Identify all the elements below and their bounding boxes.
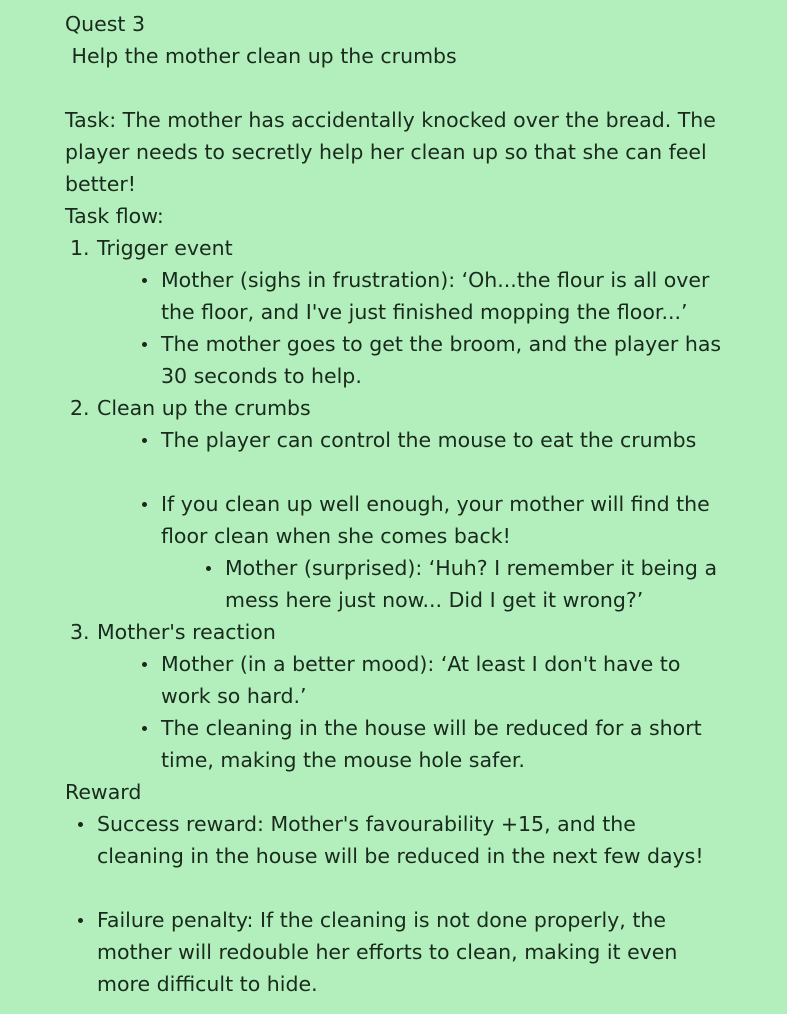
step-label: Clean up the crumbs — [97, 396, 311, 420]
success-reward: Success reward: Mother's favourability +15, and the cleaning in the house will be reduced in the next few days! — [97, 812, 704, 868]
list-item — [129, 648, 725, 712]
list-item — [65, 808, 725, 872]
list-item-text: The player can control the mouse to eat the crumbs — [161, 428, 697, 452]
list-item-text: The cleaning in the house will be reduced for a short time, making the mouse hole safer. — [161, 716, 702, 772]
sub-items — [193, 552, 725, 616]
quest-number: Quest 3 — [65, 12, 146, 36]
reward-label: Reward — [65, 780, 142, 804]
spacer — [65, 872, 725, 904]
task-description: Task: The mother has accidentally knocked over the bread. The player needs to secretly help her clean up so that she can feel better! — [65, 108, 723, 196]
task-step — [65, 232, 725, 392]
task-flow-label: Task flow: — [65, 204, 164, 228]
step-number: 2. — [70, 396, 90, 420]
list-item — [129, 328, 725, 392]
list-item-text: If you clean up well enough, your mother will find the floor clean when she comes back! — [161, 492, 710, 548]
list-item-text: Mother (in a better mood): ‘At least I don't have to work so hard.’ — [161, 652, 681, 708]
quest-title: Help the mother clean up the crumbs — [65, 44, 457, 68]
list-item-text: The mother goes to get the broom, and the player has 30 seconds to help. — [161, 332, 722, 388]
step-label: Trigger event — [97, 236, 233, 260]
list-item — [65, 904, 725, 1000]
task-step — [65, 616, 725, 776]
spacer — [65, 72, 725, 104]
task-step — [65, 392, 725, 616]
step-number: 3. — [70, 620, 90, 644]
spacer — [129, 456, 725, 488]
reward-list — [65, 808, 725, 1000]
list-item-text: Mother (sighs in frustration): ‘Oh...the flour is all over the floor, and I've just finished mopping the floor...’ — [161, 268, 710, 324]
quest-document — [65, 8, 725, 1000]
list-item — [129, 712, 725, 776]
step-items — [129, 424, 725, 616]
list-item — [129, 488, 725, 616]
failure-penalty: Failure penalty: If the cleaning is not done properly, the mother will redouble her efforts to clean, making it even more difficult to hide. — [97, 908, 678, 996]
step-number: 1. — [70, 236, 90, 260]
list-item — [129, 424, 725, 456]
step-label: Mother's reaction — [97, 620, 276, 644]
task-flow-list — [65, 232, 725, 776]
list-item-text: Mother (surprised): ‘Huh? I remember it being a mess here just now... Did I get it wrong?’ — [225, 556, 718, 612]
sub-list-item — [193, 552, 725, 616]
list-item — [129, 264, 725, 328]
step-items — [129, 264, 725, 392]
step-items — [129, 648, 725, 776]
